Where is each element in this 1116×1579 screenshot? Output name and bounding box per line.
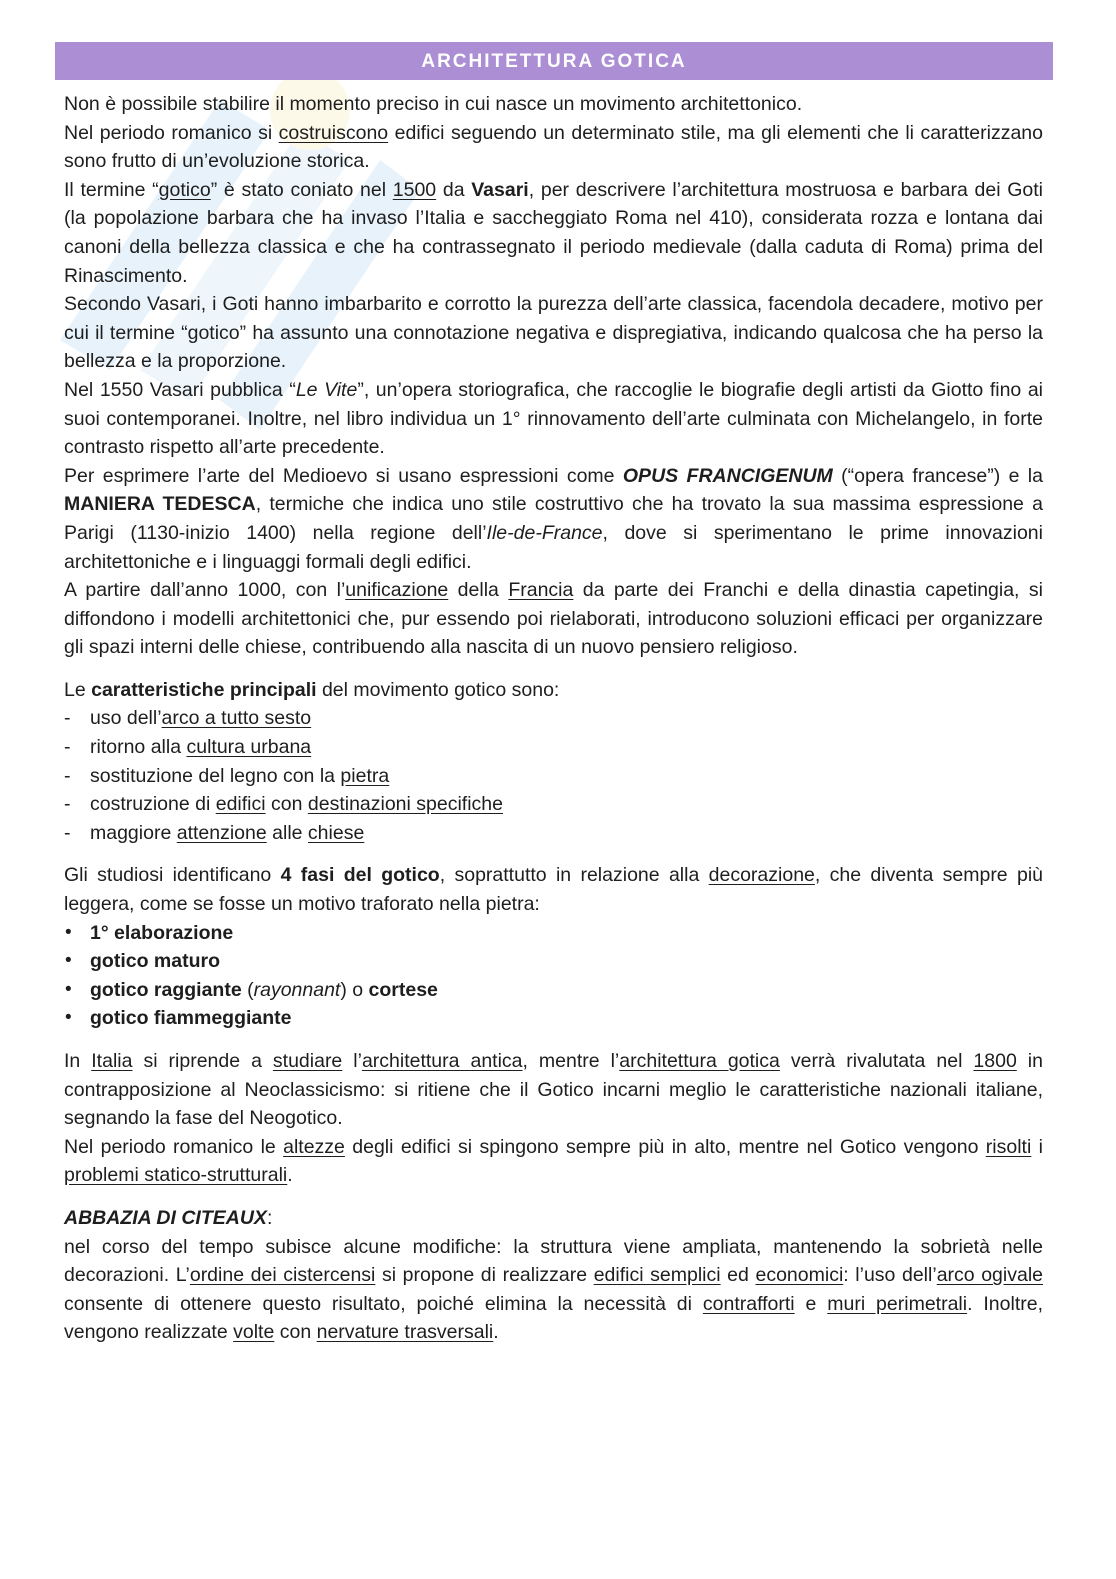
paragraph: In Italia si riprende a studiare l’architettura antica, mentre l’architettura gotica verrà rivalutata nel 1800 in contrapposizione al Neoclassicismo: si ritiene che il Gotico incarni meglio le caratteristiche nazionali italiane, segnando la fase del Neogotico. bbox=[64, 1050, 1043, 1130]
features-section bbox=[64, 676, 1043, 848]
paragraph: Nel periodo romanico le altezze degli edifici si spingono sempre più in alto, mentre nel Gotico vengono risolti i problemi statico-strutturali. bbox=[64, 1135, 1043, 1187]
paragraph: nel corso del tempo subisce alcune modifiche: la struttura viene ampliata, mantenendo la sobrietà nelle decorazioni. L’ordine dei cistercensi si propone di realizzare edifici semplici ed economici: l’uso dell’arco ogivale consente di ottenere questo risultato, poiché elimina la necessità di contrafforti e muri perimetrali. Inoltre, vengono realizzate volte con nervature trasversali. bbox=[64, 1235, 1044, 1344]
italy-section bbox=[64, 1047, 1043, 1190]
paragraph: Per esprimere l’arte del Medioevo si usano espressioni come OPUS FRANCIGENUM (“opera francese”) e la MANIERA TEDESCA, termiche che indica uno stile costruttivo che ha trovato la sua massima espressione a Parigi (1130-inizio 1400) nella regione dell’Ile-de-France, dove si sperimentano le prime innovazioni architettoniche e i linguaggi formali degli edifici. bbox=[64, 464, 1043, 573]
section-heading: ABBAZIA DI CITEAUX: bbox=[64, 1206, 273, 1229]
list-item: - costruzione di edifici con destinazioni specifiche bbox=[64, 790, 1043, 819]
document-page bbox=[55, 42, 1053, 1347]
features-lead: Le caratteristiche principali del movimento gotico sono: bbox=[64, 678, 560, 701]
list-item: - ritorno alla cultura urbana bbox=[64, 733, 1043, 762]
list-item: - uso dell’arco a tutto sesto bbox=[64, 704, 1043, 733]
page-title: ARCHITETTURA GOTICA bbox=[55, 42, 1053, 80]
features-list bbox=[64, 704, 1043, 847]
list-item: • gotico fiammeggiante bbox=[64, 1004, 1043, 1033]
paragraph: Il termine “gotico” è stato coniato nel 1500 da Vasari, per descrivere l’architettura mostruosa e barbara dei Goti (la popolazione barbara che ha invaso l’Italia e saccheggiato Roma nel 410), considerata rozza e lontana dai canoni della bellezza classica e che ha contrassegnato il periodo medievale (dalla caduta di Roma) prima del Rinascimento. bbox=[64, 178, 1043, 287]
paragraph: Nel 1550 Vasari pubblica “Le Vite”, un’opera storiografica, che raccoglie le biografie degli artisti da Giotto fino ai suoi contemporanei. Inoltre, nel libro individua un 1° rinnovamento dell’arte culminata con Michelangelo, in forte contrasto rispetto all’arte precedente. bbox=[64, 378, 1043, 459]
list-item: • gotico maturo bbox=[64, 947, 1043, 976]
list-item: • 1° elaborazione bbox=[64, 919, 1043, 948]
intro-section bbox=[64, 90, 1043, 662]
list-item: • gotico raggiante (rayonnant) o cortese bbox=[64, 976, 1043, 1005]
paragraph: Nel periodo romanico si costruiscono edifici seguendo un determinato stile, ma gli elementi che li caratterizzano sono frutto di un’evoluzione storica. bbox=[64, 121, 1043, 173]
list-item: - sostituzione del legno con la pietra bbox=[64, 762, 1043, 791]
paragraph: A partire dall’anno 1000, con l’unificazione della Francia da parte dei Franchi e della dinastia capetingia, si diffondono i modelli architettonici che, pur essendo poi rielaborati, introducono soluzioni efficaci per organizzare gli spazi interni delle chiese, contribuendo alla nascita di un nuovo pensiero religioso. bbox=[64, 579, 1043, 659]
phases-section bbox=[64, 861, 1043, 1033]
paragraph: Secondo Vasari, i Goti hanno imbarbarito e corrotto la purezza dell’arte classica, facendola decadere, motivo per cui il termine “gotico” ha assunto una connotazione negativa e dispregiativa, indicando qualcosa che ha perso la bellezza e la proporzione. bbox=[64, 293, 1043, 373]
phases-lead: Gli studiosi identificano 4 fasi del gotico, soprattutto in relazione alla decorazione, che diventa sempre più leggera, come se fosse un motivo traforato nella pietra: bbox=[64, 864, 1044, 916]
phases-list bbox=[64, 919, 1043, 1033]
document-body bbox=[55, 80, 1053, 1347]
citeaux-section bbox=[64, 1204, 1043, 1347]
paragraph: Non è possibile stabilire il momento preciso in cui nasce un movimento architettonico. bbox=[64, 93, 803, 115]
list-item: - maggiore attenzione alle chiese bbox=[64, 819, 1043, 848]
